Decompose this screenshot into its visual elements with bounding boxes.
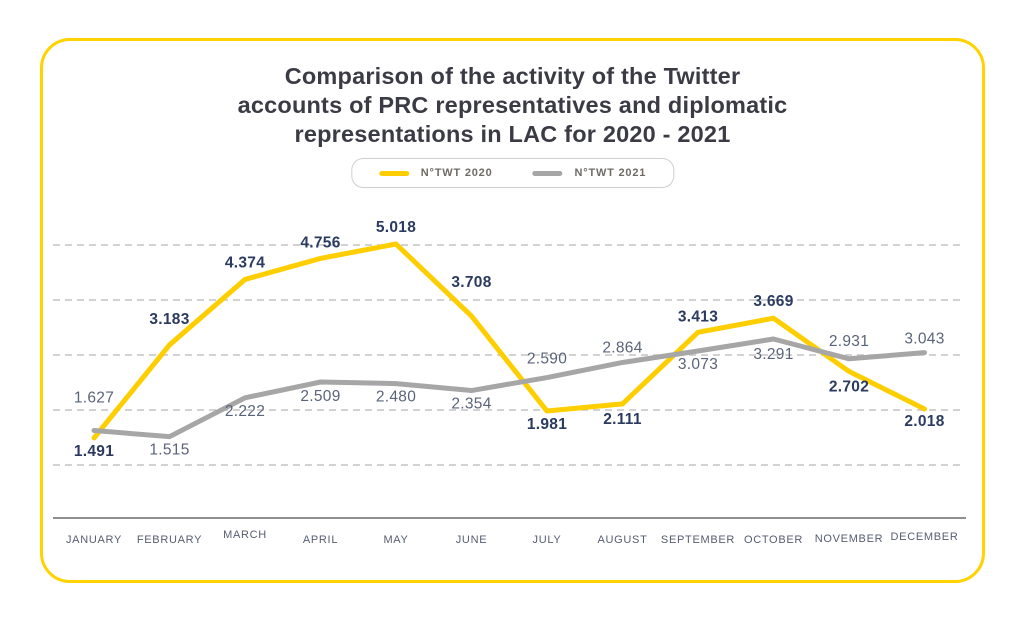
month-label-may: MAY [383, 534, 409, 546]
data-label-2021-april: 2.509 [300, 388, 341, 406]
data-label-2021-september: 3.073 [677, 355, 719, 373]
legend-item-2020 [379, 167, 493, 179]
data-label-2020-december: 2.018 [904, 413, 945, 431]
title-line-1: Comparison of the activity of the Twitter [284, 63, 741, 89]
month-label-july: JULY [532, 534, 562, 546]
month-label-february: FEBRUARY [136, 534, 203, 546]
data-label-2020-november: 2.702 [828, 378, 870, 396]
legend-label-2021: N°TWT 2021 [574, 167, 647, 179]
data-label-2020-january: 1.491 [73, 442, 115, 460]
month-label-november: NOVEMBER [814, 533, 884, 545]
data-label-2021-december: 3.043 [904, 330, 945, 348]
data-label-2021-may: 2.480 [375, 388, 417, 406]
data-label-2021-july: 2.590 [526, 350, 568, 368]
month-label-april: APRIL [302, 534, 339, 546]
data-label-2020-april: 4.756 [300, 234, 341, 252]
month-label-march: MARCH [223, 529, 267, 541]
data-label-2021-march: 2.222 [224, 402, 266, 420]
data-label-2020-june: 3.708 [451, 274, 492, 292]
legend-label-2020: N°TWT 2020 [420, 167, 493, 179]
data-label-2021-february: 1.515 [149, 441, 190, 459]
data-label-2021-january: 1.627 [73, 389, 115, 407]
data-label-2020-august: 2.111 [603, 410, 642, 428]
legend-swatch-2021 [533, 171, 563, 176]
data-label-2020-october: 3.669 [753, 293, 794, 311]
title-line-2: accounts of PRC representatives and diplomatic [237, 92, 788, 118]
data-label-2021-august: 2.864 [602, 339, 643, 357]
month-label-august: AUGUST [597, 534, 648, 546]
legend-swatch-2020 [379, 171, 409, 176]
data-label-2020-july: 1.981 [526, 416, 568, 434]
data-label-2020-march: 4.374 [224, 254, 266, 272]
legend [351, 158, 674, 188]
data-label-2021-june: 2.354 [451, 395, 492, 413]
data-label-2020-september: 3.413 [677, 308, 719, 326]
month-label-october: OCTOBER [743, 534, 804, 546]
data-label-2020-february: 3.183 [149, 310, 190, 328]
data-label-2021-november: 2.931 [828, 332, 870, 350]
title-line-3: representations in LAC for 2020 - 2021 [294, 121, 731, 147]
data-label-2021-october: 3.291 [753, 345, 794, 363]
month-label-june: JUNE [455, 534, 488, 546]
month-label-january: JANUARY [65, 534, 123, 546]
data-label-2020-may: 5.018 [375, 219, 417, 237]
month-label-december: DECEMBER [890, 531, 959, 543]
legend-item-2021 [533, 167, 647, 179]
chart-title [133, 62, 893, 149]
month-label-september: SEPTEMBER [660, 534, 736, 546]
chart-card [40, 38, 985, 583]
